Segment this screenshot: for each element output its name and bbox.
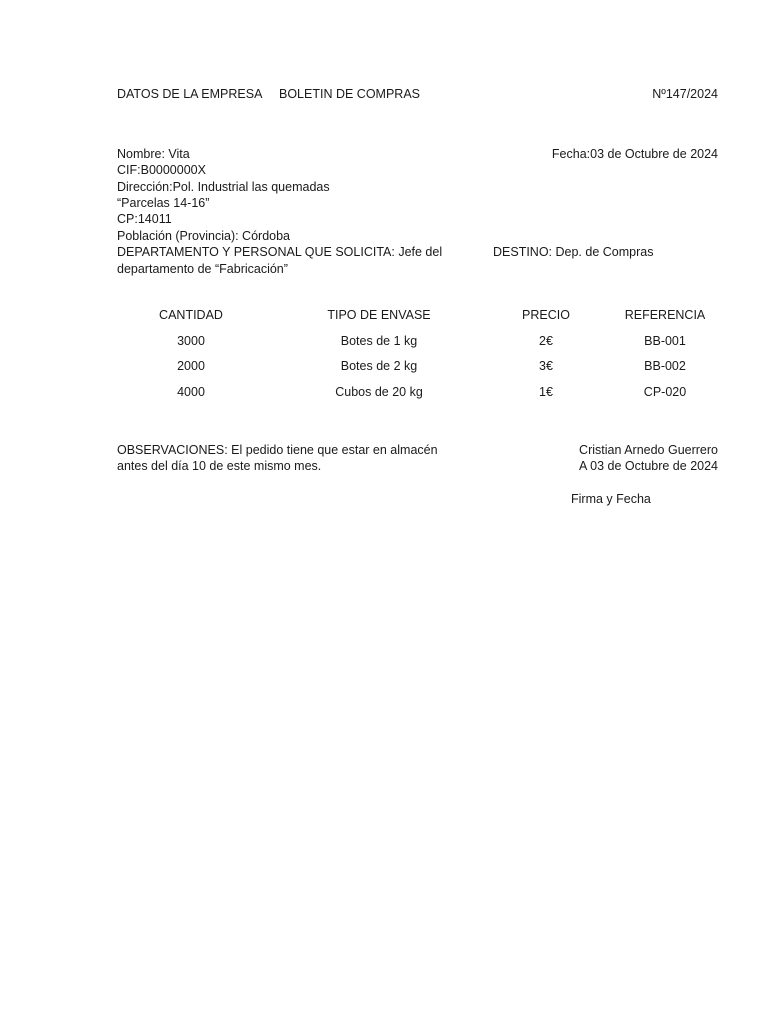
company-name: Nombre: Vita [117, 147, 190, 161]
company-address-line1: Dirección:Pol. Industrial las quemadas [117, 180, 330, 194]
price-cell: 1€ [539, 385, 553, 399]
container-type-cell: Cubos de 20 kg [335, 385, 423, 399]
quantity-cell: 3000 [177, 334, 205, 348]
reference-cell: BB-002 [644, 359, 686, 373]
price-cell: 2€ [539, 334, 553, 348]
column-header-quantity: CANTIDAD [159, 308, 223, 322]
requesting-department-line1: DEPARTAMENTO Y PERSONAL QUE SOLICITA: Jefe del [117, 245, 443, 259]
company-address-line2: “Parcelas 14-16” [117, 196, 210, 210]
destination: DESTINO: Dep. de Compras [493, 245, 654, 259]
signature-label: Firma y Fecha [571, 492, 651, 506]
column-header-container-type: TIPO DE ENVASE [327, 308, 431, 322]
container-type-cell: Botes de 1 kg [340, 334, 418, 348]
document-title: BOLETIN DE COMPRAS [279, 87, 420, 101]
company-data-heading: DATOS DE LA EMPRESA [117, 87, 263, 101]
quantity-cell: 2000 [177, 359, 205, 373]
observations-line2: antes del día 10 de este mismo mes. [117, 459, 322, 473]
reference-cell: CP-020 [643, 385, 687, 399]
column-header-price: PRECIO [522, 308, 570, 322]
signer-name: Cristian Arnedo Guerrero [579, 443, 718, 457]
company-cif: CIF:B0000000X [117, 163, 206, 177]
reference-cell: BB-001 [644, 334, 686, 348]
price-cell: 3€ [539, 359, 553, 373]
observations-line1: OBSERVACIONES: El pedido tiene que estar en almacén [117, 443, 438, 457]
container-type-cell: Botes de 2 kg [340, 359, 418, 373]
requesting-department-line2: departamento de “Fabricación” [117, 262, 288, 276]
document-number: Nº147/2024 [652, 87, 718, 101]
company-town: Población (Provincia): Córdoba [117, 229, 291, 243]
signature-date: A 03 de Octubre de 2024 [579, 459, 718, 473]
document-date: Fecha:03 de Octubre de 2024 [551, 147, 718, 161]
column-header-reference: REFERENCIA [624, 308, 706, 322]
company-postal-code: CP:14011 [117, 212, 172, 226]
quantity-cell: 4000 [177, 385, 205, 399]
